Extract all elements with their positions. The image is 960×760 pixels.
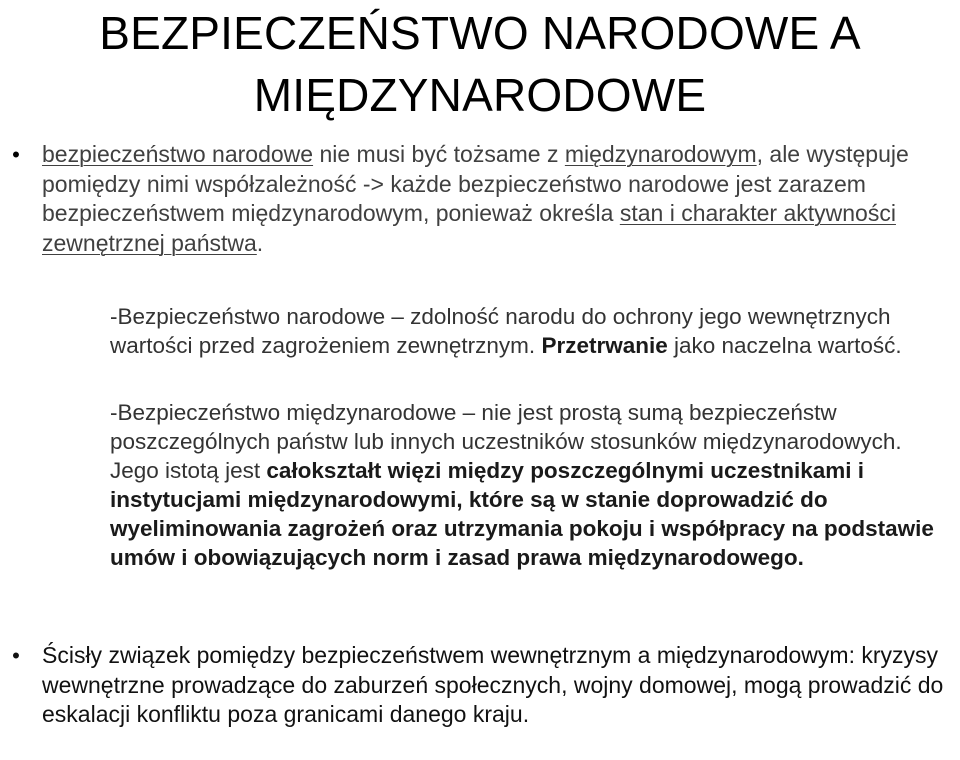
subpoint-international-definition	[110, 398, 946, 572]
link-national-security[interactable]: bezpieczeństwo narodowe	[42, 141, 314, 167]
slide-title-line-1: BEZPIECZEŃSTWO NARODOWE A	[99, 7, 861, 59]
slide-title	[20, 2, 940, 126]
subpoint-national-definition	[110, 302, 946, 360]
bullet-national-security	[12, 140, 948, 258]
bullet-internal-link	[12, 641, 948, 730]
subpoint-bold-term: Przetrwanie	[541, 333, 668, 358]
bullet-marker: •	[12, 643, 20, 668]
bullet-text: nie musi być tożsame z	[313, 141, 565, 167]
link-international[interactable]: międzynarodowym	[564, 141, 757, 167]
subpoint-text: -Bezpieczeństwo narodowe – zdolność narodu do ochrony jego wewnętrznych wartości przed zagrożeniem zewnętrznym.	[110, 304, 891, 358]
bullet-marker: •	[12, 142, 20, 167]
subpoint-bold-text: całokształt więzi między poszczególnymi uczestnikami i instytucjami międzynarodowymi, które są w stanie doprowadzić do wyeliminowania zagrożeń oraz utrzymania pokoju i współpracy na podstawie umów i obowiązujących norm i zasad prawa międzynarodowego.	[110, 458, 934, 570]
link-state-activity[interactable]: stan i charakter aktywności zewnętrznej państwa	[42, 200, 896, 256]
bullet-text: Ścisły związek pomiędzy bezpieczeństwem wewnętrznym a międzynarodowym: kryzysy wewnętrzne prowadzące do zaburzeń społecznych, wojny domowej, mogą prowadzić do eskalacji konfliktu poza granicami danego kraju.	[42, 642, 944, 727]
slide-title-line-2: MIĘDZYNARODOWE	[253, 69, 707, 121]
subpoint-tail: jako naczelna wartość.	[667, 333, 902, 358]
bullet-text: , ale występuje pomiędzy nimi współzależność -> każde bezpieczeństwo narodowe jest zarazem bezpieczeństwem międzynarodowym, ponieważ określa	[42, 141, 909, 226]
bullet-text: .	[256, 229, 264, 256]
subpoint-text: -Bezpieczeństwo międzynarodowe – nie jest prostą sumą bezpieczeństw poszczególnych państw lub innych uczestników stosunków międzynarodowych. Jego istotą jest	[110, 400, 902, 483]
